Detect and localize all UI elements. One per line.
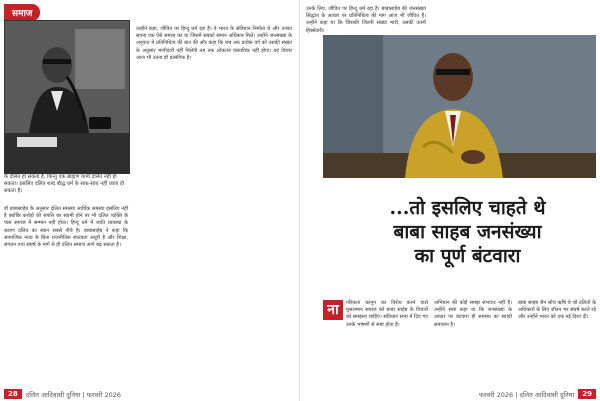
right-column-a: गरिकता कानून का विरोध करने वाले मुसलमान समाज को बाबा साहेब के विचारों को समझना चाहिए। संविधान सभा में दिए गए उनके भाषणों से स्पष्ट होता है। (346, 300, 428, 328)
drop-cap: ना (323, 300, 343, 320)
desk-photo-illustration (5, 21, 129, 173)
right-top-column: उनके लिए, जीवित पर हिन्दू धर्म रहा है। बाबासाहेब की जनसंख्या सिद्धांत के आधार पर प्रतिनिधित्व की मांग आज भी जीवित है। उन्होंने कहा था कि जिसकी जितनी संख्या भारी, उसकी उतनी हिस्सेदारी। (306, 6, 426, 34)
headline-line-1: ...तो इसलिए चाहते थे (389, 197, 546, 219)
ambedkar-desk-photo (4, 20, 130, 174)
footer-publication-left: दलित आदिवासी दुनिया | फरवरी 2026 (25, 390, 122, 399)
portrait-illustration (323, 35, 596, 178)
right-column-b: अभियान की कोई समझ संभवतः नहीं है। उन्होंने स्पष्ट कहा था कि जनसंख्या के आधार पर बंटवारा ही समस्या का स्थायी समाधान है। (434, 300, 512, 328)
photo-caption: के दलित हो सकता है, किन्तु एक ब्राह्मण कभी दलित नहीं हो सकता। इसलिए दलित शब्द बौद्ध धर्म के साथ-साथ नहीं जाता हो सकता है। (4, 174, 125, 194)
left-footer (4, 389, 121, 399)
right-column-c: बाबा साहब जैन सोच ऋषि थे जो दलितों के अधिकारों के लिए जीवन भर संघर्ष करते रहे और उन्होंने भारत को एक नई दिशा दी। (518, 300, 596, 321)
headline-line-2: बाबा साहब जनसंख्या (393, 221, 542, 243)
headline-line-3: का पूर्ण बंटवारा (414, 245, 521, 267)
left-column-2: उन्होंने कहा, जीवित पर हिन्दू धर्म रहा है। वे भारत के संविधान निर्माता थे और उनका सपना एक ऐसे समाज का था जिसमें सबको समान अधिकार मिलें। उन्होंने जनसंख्या के अनुपात में प्रतिनिधित्व की बात की और कहा कि जब तक प्रत्येक वर्ग को उसकी संख्या के अनुसार भागीदारी नहीं मिलेगी तब तक लोकतंत्र वास्तविक नहीं होगा। यह विचार आज भी उतना ही प्रासंगिक है। (136, 26, 292, 61)
right-footer (479, 389, 596, 399)
page-number-left: 28 (4, 389, 22, 399)
page-number-right: 29 (578, 389, 596, 399)
article-headline (340, 196, 595, 268)
footer-publication-right: फरवरी 2026 | दलित आदिवासी दुनिया (478, 390, 575, 399)
ambedkar-portrait (323, 35, 596, 178)
section-tag: समाज (4, 4, 40, 21)
left-column-1: डॉ बाबासाहेब के अनुसार दलित समस्या आर्थिक समस्या इसलिए नहीं है क्योंकि करोड़ों की संपत्ति का स्वामी होने पर भी दलित व्यक्ति के पास समाज में सम्मान नहीं होता। हिन्दू धर्म में जाति व्यवस्था के कारण दलित का स्थान सबसे नीचे है। बाबासाहेब ने कहा कि सामाजिक न्याय के बिना राजनीतिक स्वतंत्रता अधूरी है और शिक्षा, संगठन तथा संघर्ष के मार्ग से ही दलित समाज आगे बढ़ सकता है। (4, 206, 128, 249)
right-page (300, 0, 600, 401)
